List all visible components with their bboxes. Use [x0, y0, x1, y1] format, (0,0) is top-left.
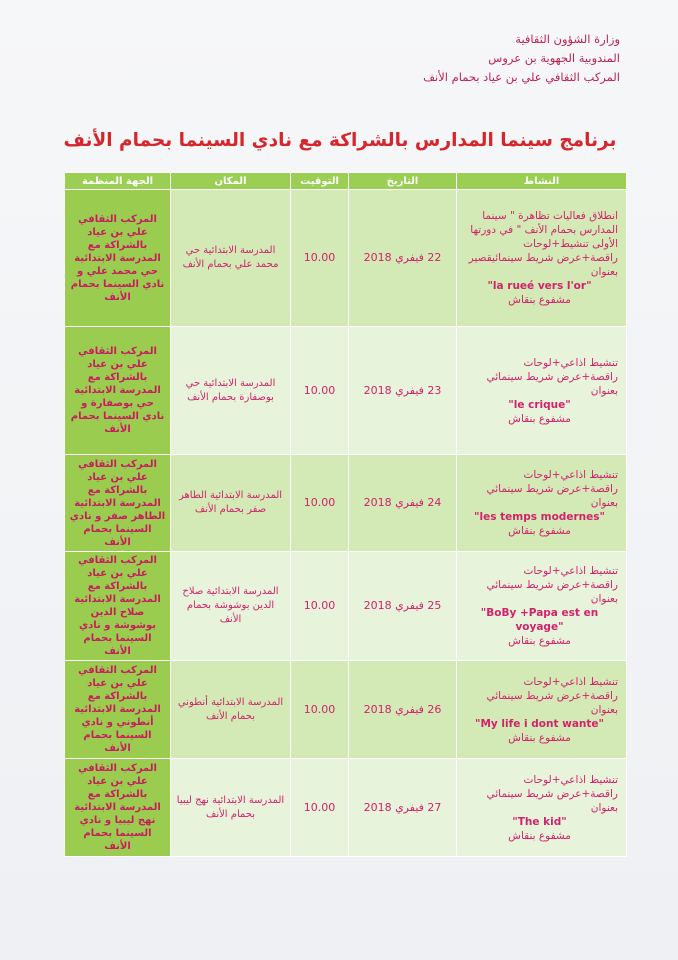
table-header-row [65, 173, 627, 190]
activity-cell [457, 661, 627, 759]
discussion-note: مشفوع بنقاش [508, 635, 571, 647]
place-cell: المدرسة الابتدائية نهج ليبيا بحمام الأنف [171, 759, 291, 857]
place-cell: المدرسة الابتدائية أنطوني بحمام الأنف [171, 661, 291, 759]
table-row [65, 661, 627, 759]
organizer-cell: المركب الثقافي علي بن عياد بالشراكة مع المدرسة الابتدائية الطاهر صفر و نادي السينما بحمام الأنف [65, 455, 171, 552]
film-title: "les temps modernes" [474, 511, 605, 523]
date-cell: 26 فيفري 2018 [349, 661, 457, 759]
date-cell: 24 فيفري 2018 [349, 455, 457, 552]
discussion-note: مشفوع بنقاش [508, 731, 571, 744]
activity-cell [457, 455, 627, 552]
organizer-cell: المركب الثقافي علي بن عياد بالشراكة مع المدرسة الابتدائية نهج ليبيا و نادي السينما بحمام الأنف [65, 759, 171, 857]
activity-text: تنشيط اذاعي+لوحات راقصة+عرض شريط سينمائي بعنوان [486, 675, 618, 716]
activity-text: انطلاق فعاليات تظاهرة " سينما المدارس بحمام الأنف " في دورتها الأولى تنشيط+لوحات راقصة+عرض شريط سينمائيقصير بعنوان [468, 210, 618, 278]
table-row [65, 455, 627, 552]
activity-text: تنشيط اذاعي+لوحات راقصة+عرض شريط سينمائي بعنوان [486, 469, 618, 509]
activity-text: تنشيط اذاعي+لوحات راقصة+عرض شريط سينمائي بعنوان [486, 565, 618, 605]
discussion-note: مشفوع بنقاش [508, 829, 571, 842]
date-cell: 23 فيفري 2018 [349, 327, 457, 455]
organizer-cell: المركب الثقافي علي بن عياد بالشراكة مع المدرسة الابتدائية أنطوني و نادي السينما بحمام الأنف [65, 661, 171, 759]
date-cell: 25 فيفري 2018 [349, 552, 457, 661]
header-regional-office: المندوبية الجهوية بن عروس [488, 51, 620, 65]
activity-text: تنشيط اذاعي+لوحات راقصة+عرض شريط سينمائي بعنوان [486, 356, 618, 397]
column-header-place: المكان [171, 173, 291, 190]
place-cell: المدرسة الابتدائية حي محمد علي بحمام الأنف [171, 190, 291, 327]
organizer-cell: المركب الثقافي علي بن عياد بالشراكة مع المدرسة الابتدائية حي محمد علي و نادي السينما بحمام الأنف [65, 190, 171, 327]
header-ministry: وزارة الشؤون الثقافية [515, 32, 620, 46]
activity-cell [457, 552, 627, 661]
activity-cell [457, 759, 627, 857]
program-table [64, 172, 627, 857]
table-row [65, 552, 627, 661]
organizer-cell: المركب الثقافي علي بن عياد بالشراكة مع المدرسة الابتدائية صلاح الدين بوشوشة و نادي السينما بحمام الأنف [65, 552, 171, 661]
discussion-note: مشفوع بنقاش [508, 294, 571, 306]
table-row [65, 327, 627, 455]
header-cultural-center: المركب الثقافي علي بن عياد بحمام الأنف [423, 70, 620, 84]
column-header-date: التاريخ [349, 173, 457, 190]
activity-text: تنشيط اذاعي+لوحات راقصة+عرض شريط سينمائي بعنوان [486, 773, 618, 814]
column-header-time: التوقيت [291, 173, 349, 190]
film-title: "My life i dont wante" [475, 717, 604, 730]
column-header-activity: النشاط [457, 173, 627, 190]
time-cell: 10.00 [291, 661, 349, 759]
time-cell: 10.00 [291, 327, 349, 455]
place-cell: المدرسة الابتدائية حي بوصفارة بحمام الأنف [171, 327, 291, 455]
time-cell: 10.00 [291, 759, 349, 857]
column-header-organizer: الجهة المنظمة [65, 173, 171, 190]
organizer-cell: المركب الثقافي علي بن عياد بالشراكة مع المدرسة الابتدائية حي بوصفارة و نادي السينما بحمام الأنف [65, 327, 171, 455]
place-cell: المدرسة الابتدائية الطاهر صفر بحمام الأنف [171, 455, 291, 552]
table-row [65, 190, 627, 327]
activity-cell [457, 327, 627, 455]
activity-cell [457, 190, 627, 327]
time-cell: 10.00 [291, 455, 349, 552]
film-title: "The kid" [512, 815, 567, 828]
film-title: "BoBy +Papa est en voyage" [480, 607, 599, 633]
ministry-header [423, 30, 620, 87]
table-row [65, 759, 627, 857]
date-cell: 22 فيفري 2018 [349, 190, 457, 327]
discussion-note: مشفوع بنقاش [508, 525, 571, 537]
discussion-note: مشفوع بنقاش [508, 412, 571, 425]
place-cell: المدرسة الابتدائية صلاح الدين بوشوشة بحمام الأنف [171, 552, 291, 661]
film-title: "la rueé vers l'or" [487, 280, 592, 292]
time-cell: 10.00 [291, 190, 349, 327]
date-cell: 27 فيفري 2018 [349, 759, 457, 857]
time-cell: 10.00 [291, 552, 349, 661]
film-title: "le crique" [508, 398, 571, 411]
page-title: برنامج سينما المدارس بالشراكة مع نادي السينما بحمام الأنف [63, 130, 617, 151]
